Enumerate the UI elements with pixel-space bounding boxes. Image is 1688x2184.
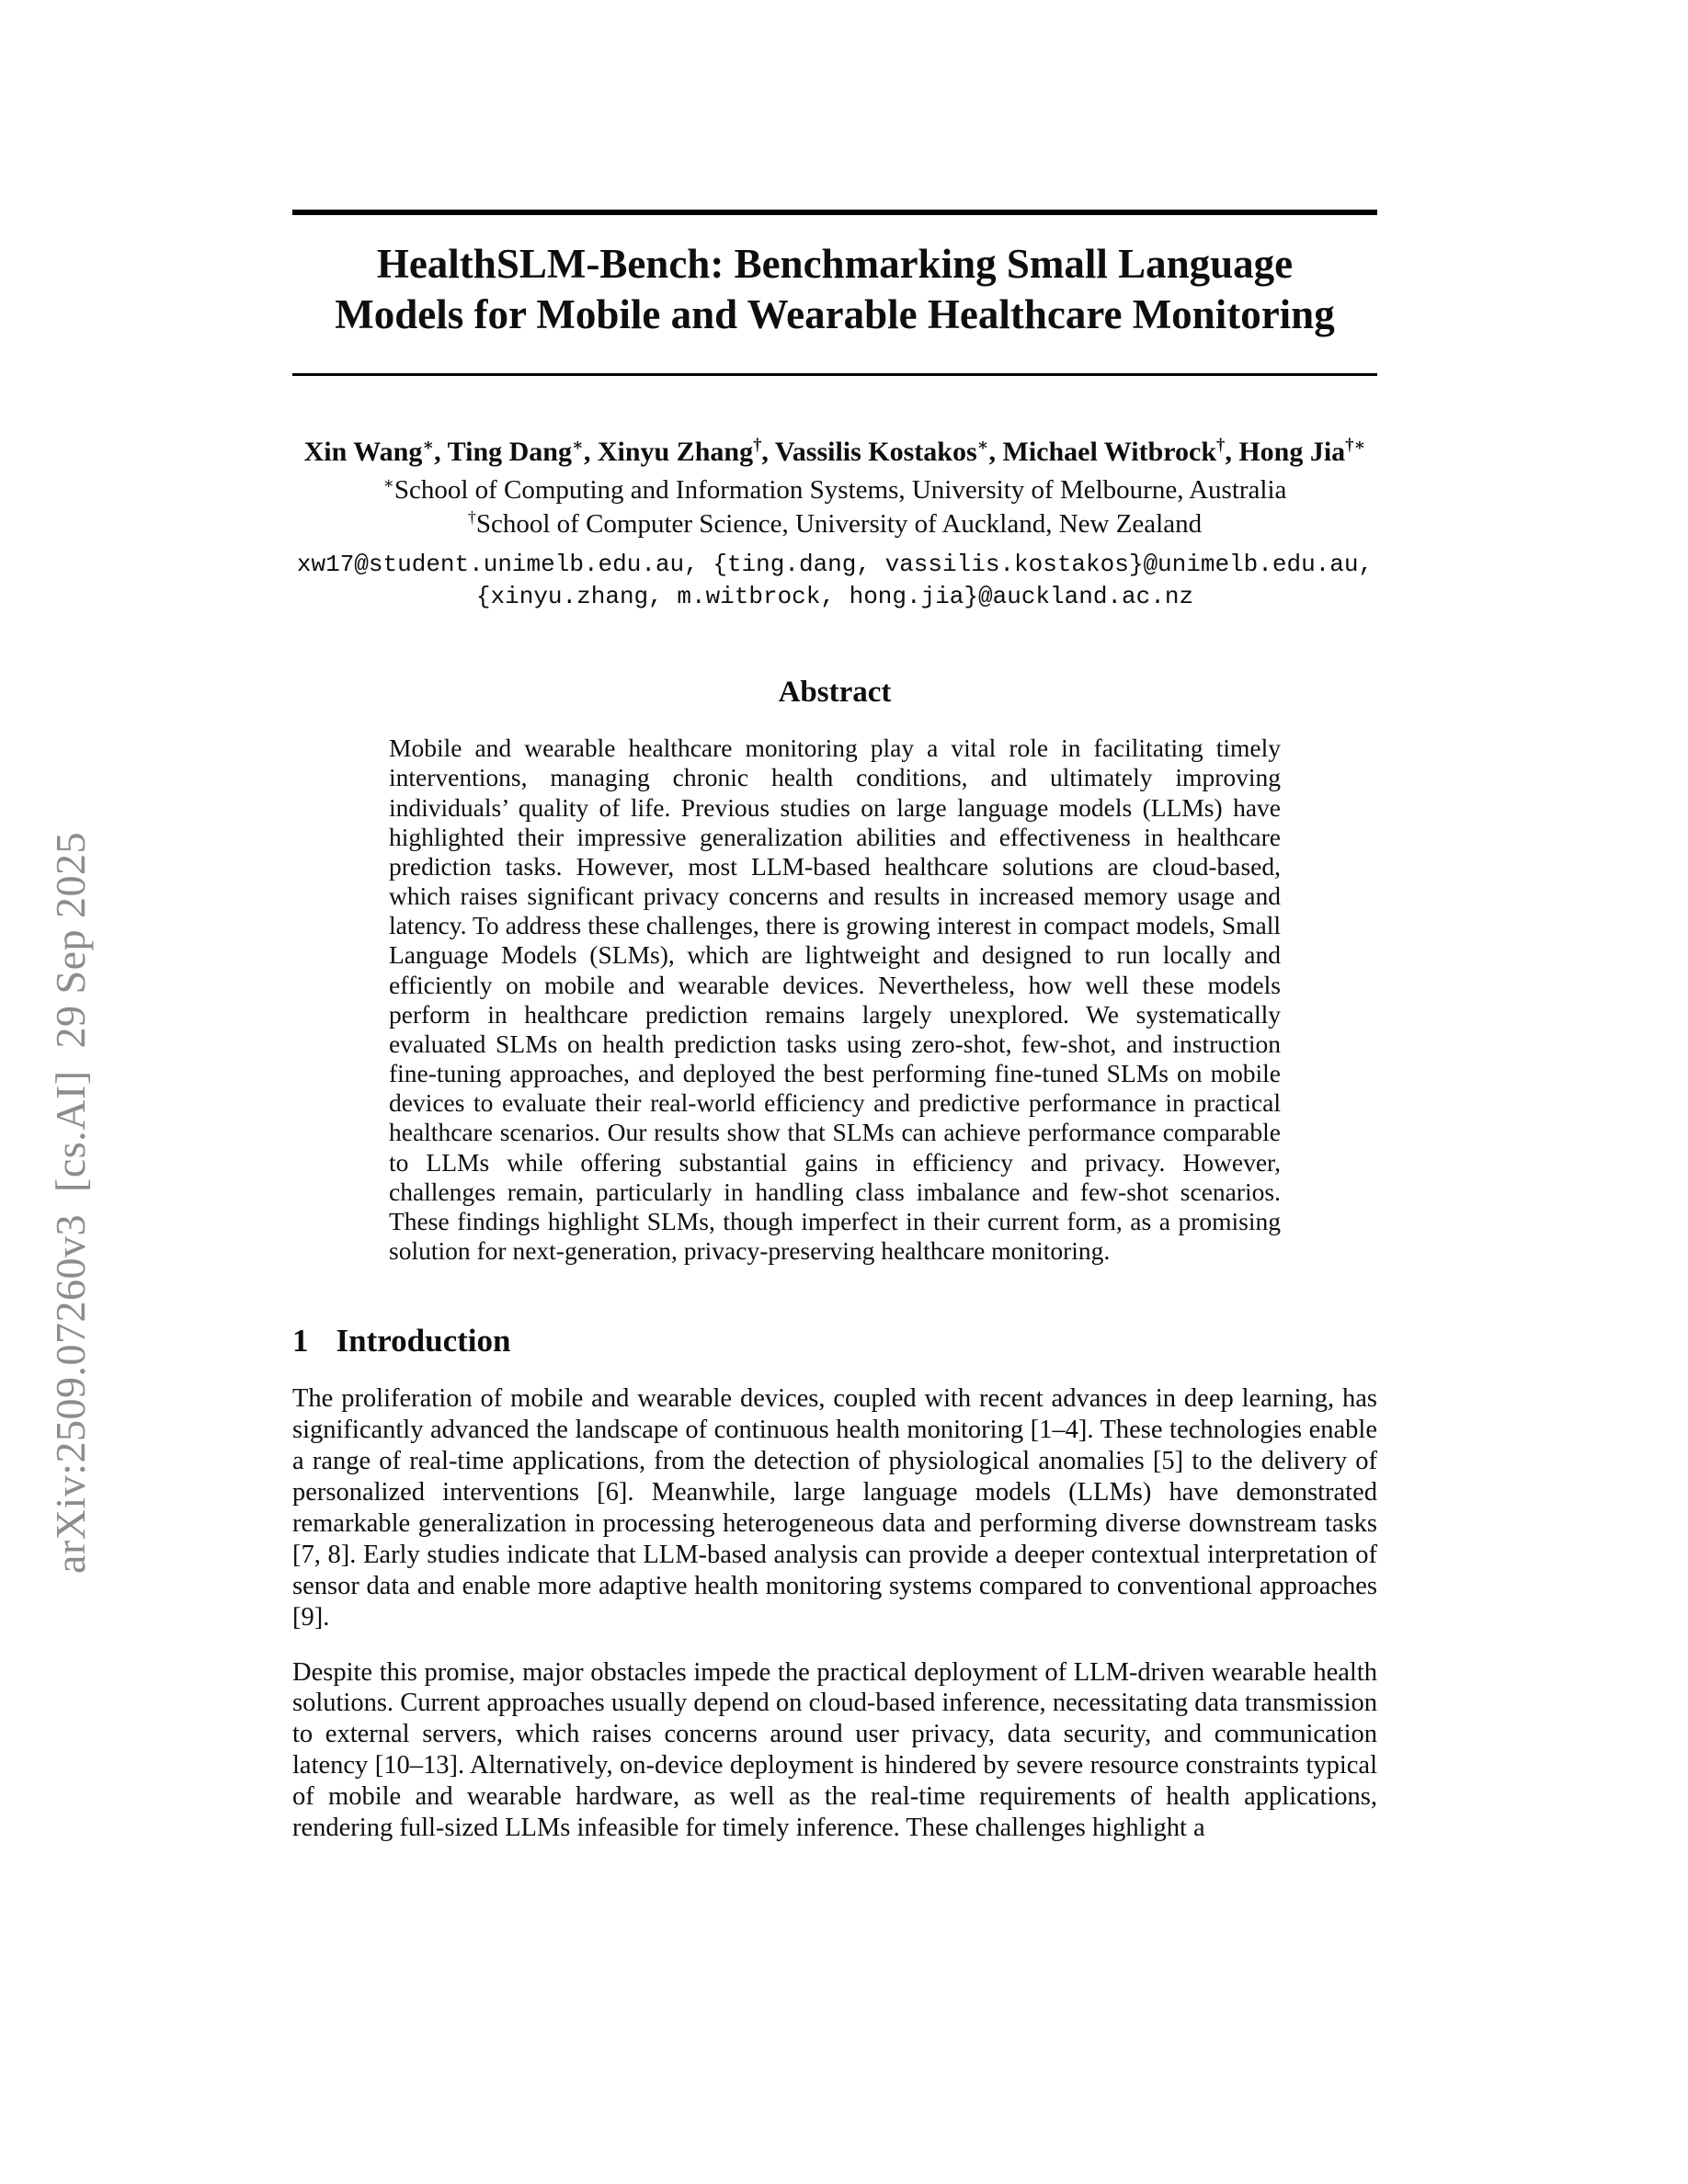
abstract-heading: Abstract [778, 676, 892, 710]
title-rule-top [292, 210, 1377, 215]
title-rule-bottom [292, 373, 1377, 376]
section-number: 1 [292, 1323, 309, 1359]
section-1-heading [292, 1323, 1377, 1359]
author: Michael Witbrock† [1002, 435, 1226, 467]
author: Hong Jia†∗ [1238, 435, 1366, 467]
email-line-2: {xinyu.zhang, m.witbrock, hong.jia}@auckland.ac.nz [475, 583, 1194, 611]
authors-line: Xin Wang∗, Ting Dang∗, Xinyu Zhang†, Vassilis Kostakos∗, Michael Witbrock†, Hong Jia†∗ [303, 435, 1366, 467]
intro-paragraph-2: Despite this promise, major obstacles impede the practical deployment of LLM-driven wearable health solutions. Current approaches usually depend on cloud-based inference, necessitating data transmission to external servers, which raises concerns around user privacy, data security, and communication latency [10–13]. Alternatively, on-device deployment is hindered by severe resource constraints typical of mobile and wearable hardware, as well as the real-time requirements of health applications, rendering full-sized LLMs infeasible for timely inference. These challenges highlight a [292, 1657, 1377, 1843]
author: Xinyu Zhang† [597, 435, 762, 467]
section-title: Introduction [336, 1323, 511, 1359]
affiliation-line: †School of Computer Science, University of Auckland, New Zealand [467, 507, 1203, 539]
email-line-1: xw17@student.unimelb.edu.au, {ting.dang, vassilis.kostakos}@unimelb.edu.au, [296, 551, 1374, 578]
email-block [292, 549, 1377, 613]
author: Xin Wang∗ [303, 435, 435, 467]
author: Ting Dang∗ [447, 435, 584, 467]
paper-title: HealthSLM-Bench: Benchmarking Small Language Models for Mobile and Wearable Healthcare Monitoring [335, 241, 1335, 337]
arxiv-watermark: arXiv:2509.07260v3 [cs.AI] 29 Sep 2025 [47, 831, 94, 1574]
affiliations [292, 473, 1377, 541]
paper-content [292, 0, 1377, 1844]
author: Vassilis Kostakos∗ [774, 435, 989, 467]
abstract-text: Mobile and wearable healthcare monitoring play a vital role in facilitating timely interventions, managing chronic health conditions, and ultimately improving individuals’ quality of life. Previous studies on large language models (LLMs) have highlighted their impressive generalization abilities and effectiveness in healthcare prediction tasks. However, most LLM-based healthcare solutions are cloud-based, which raises significant privacy concerns and results in increased memory usage and latency. To address these challenges, there is growing interest in compact models, Small Language Models (SLMs), which are lightweight and designed to run locally and efficiently on mobile and wearable devices. Nevertheless, how well these models perform in healthcare prediction remains largely unexplored. We systematically evaluated SLMs on health prediction tasks using zero-shot, few-shot, and instruction fine-tuning approaches, and deployed the best performing fine-tuned SLMs on mobile devices to evaluate their real-world efficiency and predictive performance in practical healthcare scenarios. Our results show that SLMs can achieve performance comparable to LLMs while offering substantial gains in efficiency and privacy. However, challenges remain, particularly in handling class imbalance and few-shot scenarios. These findings highlight SLMs, though imperfect in their current form, as a promising solution for next-generation, privacy-preserving healthcare monitoring. [389, 734, 1281, 1266]
intro-paragraph-1: The proliferation of mobile and wearable devices, coupled with recent advances in deep learning, has significantly advanced the landscape of continuous health monitoring [1–4]. These technologies enable a range of real-time applications, from the detection of physiological anomalies [5] to the delivery of personalized interventions [6]. Meanwhile, large language models (LLMs) have demonstrated remarkable generalization in processing heterogeneous data and performing diverse downstream tasks [7, 8]. Early studies indicate that LLM-based analysis can provide a deeper contextual interpretation of sensor data and enable more adaptive health monitoring systems compared to conventional approaches [9]. [292, 1384, 1377, 1632]
affiliation-line: ∗School of Computing and Information Systems, University of Melbourne, Australia [382, 473, 1287, 505]
